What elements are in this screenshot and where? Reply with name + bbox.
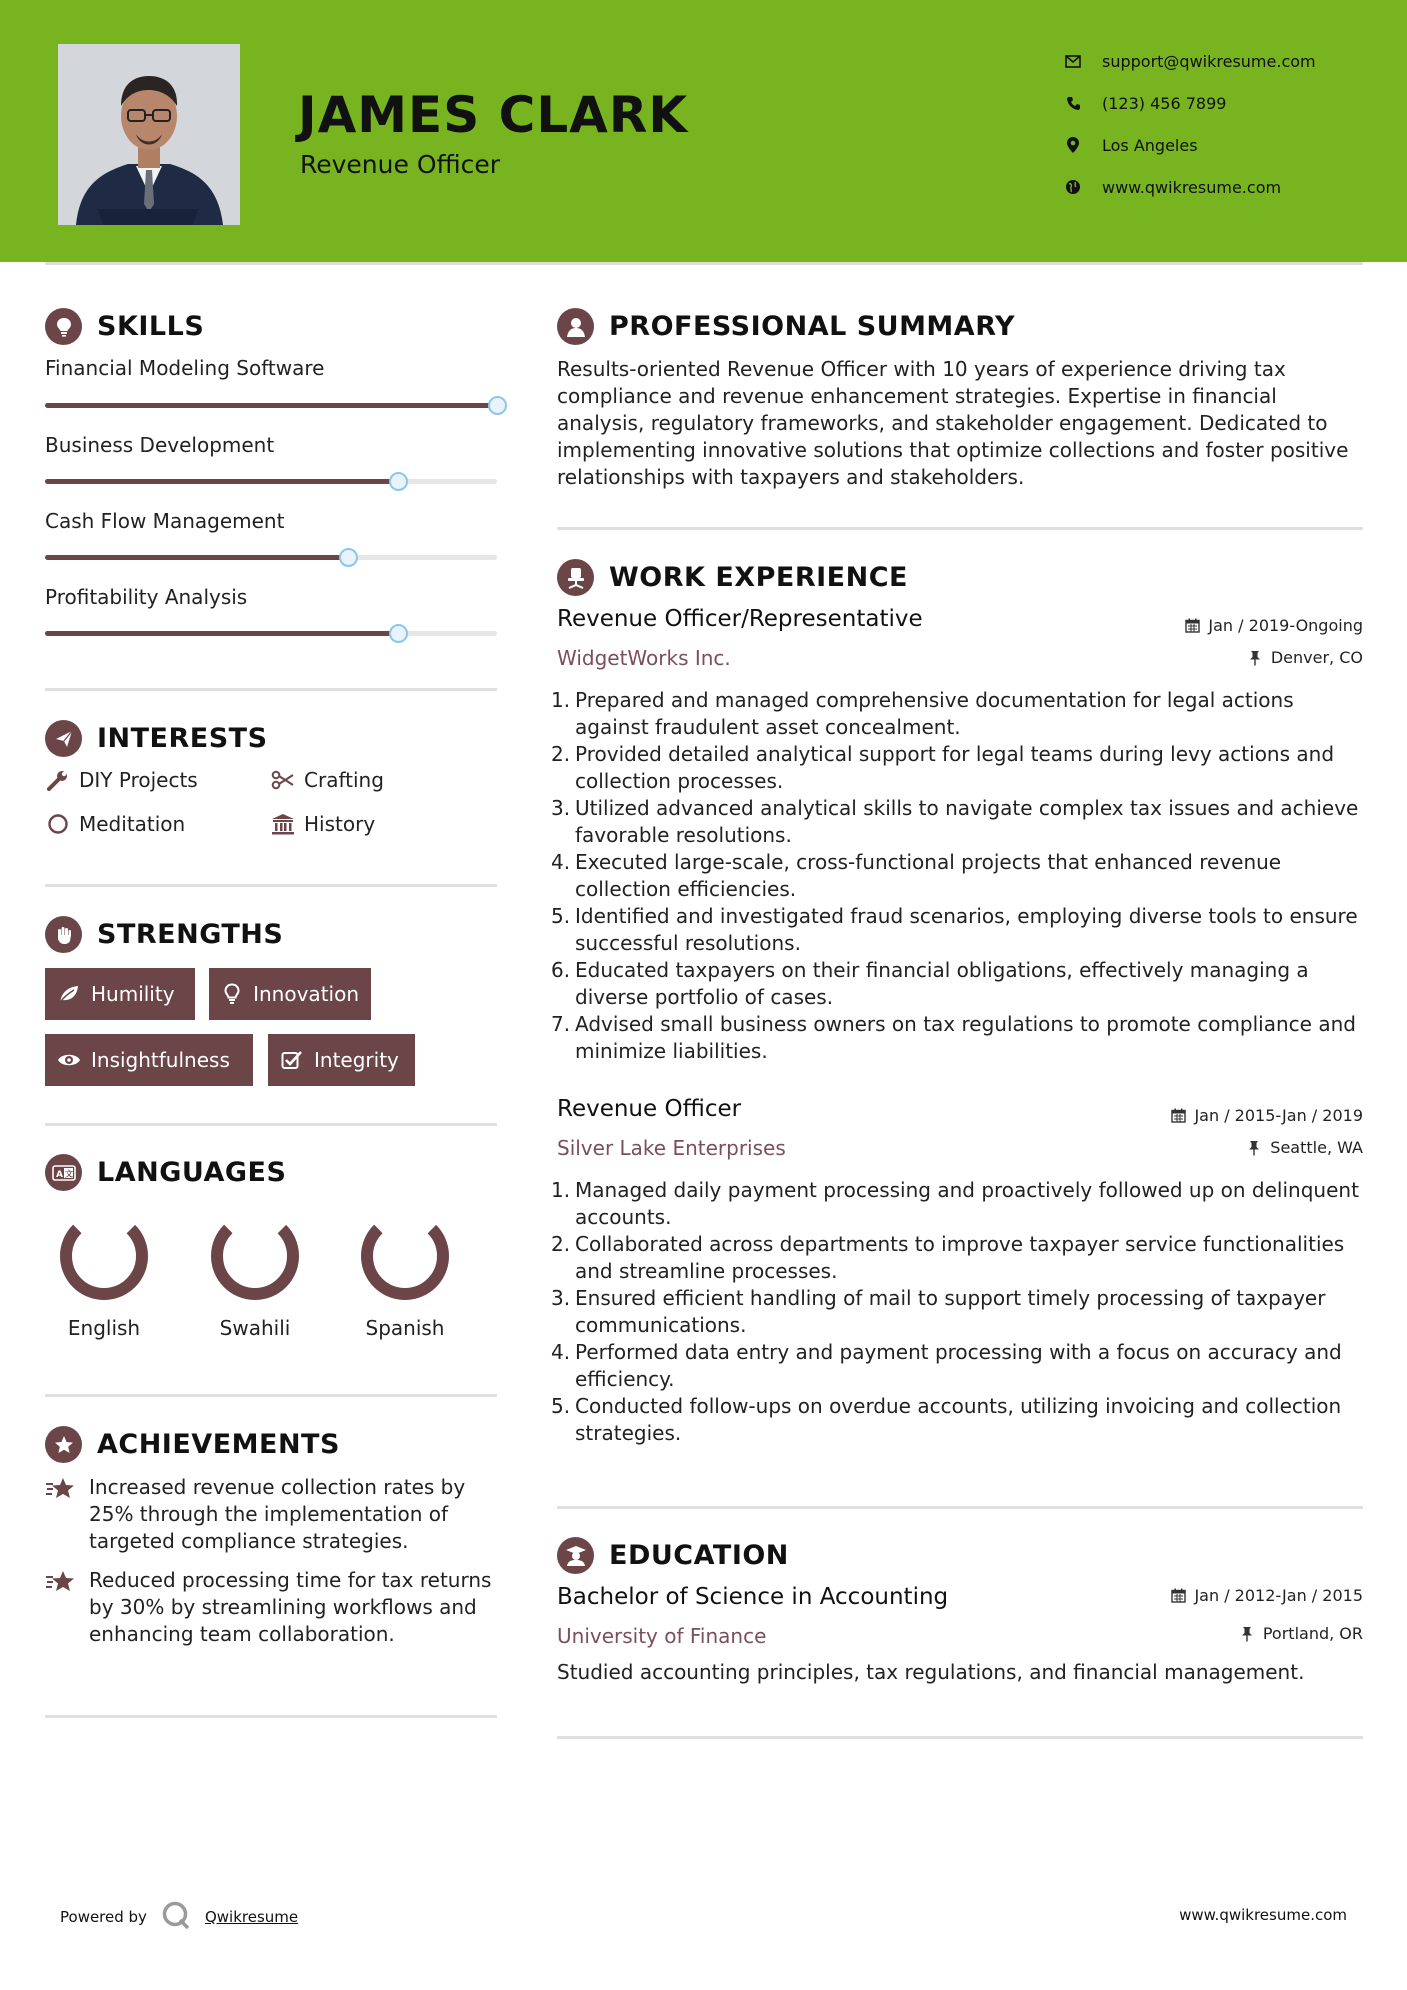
list-item: 4. Executed large-scale, cross-functional projects that enhanced revenue collection efficiencies. (551, 850, 1282, 901)
education-location-text: Portland, OR (1262, 1624, 1363, 1643)
skill-bar-fill (45, 403, 497, 408)
achievement-text: Reduced processing time for tax returns by 30% by streamlining workflows and enhancing team collaboration. (89, 1568, 492, 1646)
strength-label: Innovation (253, 982, 359, 1006)
summary-text: Results-oriented Revenue Officer with 10 years of experience driving tax compliance and revenue enhancement strategies. Expertise in financial analysis, regulatory frameworks, and stakeholder engagement. Dedicated to implementing innovative solutions that optimize collections and foster positive relationships with taxpayers and stakeholders. (557, 357, 1349, 489)
user-icon (557, 308, 594, 345)
language-item (350, 1208, 460, 1340)
language-item (49, 1208, 159, 1340)
contact-email[interactable] (1064, 40, 1316, 82)
list-item-text: Utilized advanced analytical skills to navigate complex tax issues and achieve favorable resolutions. (575, 796, 1359, 847)
skill-bar (45, 479, 497, 484)
job-dates-text: Jan / 2019-Ongoing (1208, 616, 1363, 635)
pushpin-icon (1239, 1626, 1255, 1642)
section-divider (557, 1736, 1363, 1739)
skill-label: Cash Flow Management (45, 509, 285, 533)
job-title: Revenue Officer (557, 1096, 742, 1122)
experience-title: WORK EXPERIENCE (609, 562, 908, 593)
education-description: Studied accounting principles, tax regulations, and financial management. (557, 1660, 1305, 1684)
skill-bar-fill (45, 479, 398, 484)
contact-phone[interactable] (1064, 82, 1316, 124)
languages-heading (45, 1154, 286, 1191)
skill-bar-handle (488, 396, 507, 415)
qwikresume-logo-icon (161, 1900, 191, 1934)
qwikresume-link[interactable]: Qwikresume (204, 1908, 299, 1926)
lightbulb-icon (221, 982, 243, 1006)
list-item: 6. Educated taxpayers on their financial obligations, effectively managing a diverse portfolio of cases. (551, 958, 1309, 1009)
summary-title: PROFESSIONAL SUMMARY (609, 311, 1016, 342)
svg-text:A: A (55, 1169, 63, 1180)
language-icon (45, 1154, 82, 1191)
education-dates-text: Jan / 2012-Jan / 2015 (1194, 1586, 1363, 1605)
skill-item (45, 433, 497, 457)
skill-bar-handle (339, 548, 358, 567)
job-dates (1184, 616, 1363, 635)
strengths-title: STRENGTHS (97, 919, 284, 950)
contact-website-text: www.qwikresume.com (1102, 177, 1282, 197)
interests-title: INTERESTS (97, 723, 268, 754)
list-item-text: Managed daily payment processing and proactively followed up on delinquent accounts. (575, 1178, 1359, 1229)
pushpin-icon (1247, 650, 1263, 666)
interest-label: Crafting (304, 768, 384, 792)
section-divider (45, 1394, 497, 1397)
contact-email-text: support@qwikresume.com (1102, 51, 1316, 71)
language-gauge (56, 1208, 152, 1304)
footer-website[interactable]: www.qwikresume.com (1179, 1906, 1347, 1924)
job-responsibilities (551, 1177, 1367, 1447)
skill-label: Profitability Analysis (45, 585, 248, 609)
list-item-text: Conducted follow-ups on overdue accounts, utilizing invoicing and collection strategies. (575, 1394, 1342, 1445)
job-dates-text: Jan / 2015-Jan / 2019 (1194, 1106, 1363, 1125)
list-item-text: Identified and investigated fraud scenarios, employing diverse tools to ensure successful resolutions. (575, 904, 1358, 955)
eye-icon (57, 1048, 81, 1072)
interests-heading (45, 720, 268, 757)
map-pin-icon (1064, 136, 1082, 154)
section-divider (45, 1123, 497, 1126)
language-gauge (207, 1208, 303, 1304)
circle-icon (45, 811, 71, 837)
job-location-text: Seattle, WA (1270, 1138, 1363, 1157)
interest-item (270, 767, 384, 793)
globe-icon (1064, 178, 1082, 196)
job-responsibilities (551, 687, 1367, 1065)
experience-heading (557, 559, 908, 596)
phone-icon (1064, 94, 1082, 112)
strength-label: Humility (91, 982, 175, 1006)
scissors-icon (270, 767, 296, 793)
language-label: English (67, 1316, 141, 1340)
contact-location (1064, 124, 1316, 166)
pushpin-icon (1246, 1140, 1262, 1156)
job-company: Silver Lake Enterprises (557, 1136, 786, 1160)
skill-bar-fill (45, 631, 398, 636)
calendar-icon (1170, 1108, 1186, 1124)
list-item-text: Advised small business owners on tax regulations to promote compliance and minimize liabilities. (575, 1012, 1356, 1063)
language-label: Swahili (219, 1316, 291, 1340)
job-location-text: Denver, CO (1270, 648, 1363, 667)
section-divider (45, 688, 497, 691)
job-location (1246, 1138, 1363, 1157)
list-item: 7. Advised small business owners on tax regulations to promote compliance and minimize liabilities. (551, 1012, 1356, 1063)
paper-plane-icon (45, 720, 82, 757)
contact-list (1064, 40, 1316, 208)
achievements-heading (45, 1426, 340, 1463)
skills-title: SKILLS (97, 311, 205, 342)
museum-icon (270, 811, 296, 837)
section-divider (557, 527, 1363, 530)
list-item: 1. Managed daily payment processing and proactively followed up on delinquent accounts. (551, 1178, 1359, 1229)
achievement-text: Increased revenue collection rates by 25% through the implementation of targeted compliance strategies. (89, 1475, 466, 1553)
svg-text:文: 文 (64, 1169, 73, 1178)
wrench-icon (45, 767, 71, 793)
section-divider (557, 1506, 1363, 1509)
list-item-text: Provided detailed analytical support for legal teams during levy actions and collection processes. (575, 742, 1335, 793)
interest-item (45, 767, 198, 793)
star-icon (45, 1567, 79, 1648)
skill-label: Business Development (45, 433, 275, 457)
leaf-icon (57, 982, 81, 1006)
job-dates (1170, 1106, 1363, 1125)
list-item-text: Executed large-scale, cross-functional projects that enhanced revenue collection efficiencies. (575, 850, 1282, 901)
skills-heading (45, 308, 204, 345)
candidate-role: Revenue Officer (300, 150, 501, 179)
skill-bar (45, 631, 497, 636)
list-item-text: Ensured efficient handling of mail to support timely processing of taxpayer communications. (575, 1286, 1326, 1337)
list-item: 5. Identified and investigated fraud scenarios, employing diverse tools to ensure successful resolutions. (551, 904, 1358, 955)
list-item-text: Prepared and managed comprehensive documentation for legal actions against fraudulent asset concealment. (575, 688, 1294, 739)
profile-photo (58, 44, 240, 225)
skill-bar (45, 555, 497, 560)
skill-label: Financial Modeling Software (45, 356, 325, 380)
interest-label: Meditation (79, 812, 186, 836)
office-chair-icon (557, 559, 594, 596)
lightbulb-icon (45, 308, 82, 345)
fist-icon (45, 916, 82, 953)
interest-item (270, 811, 375, 837)
skill-bar-fill (45, 555, 348, 560)
header-divider (45, 262, 1363, 265)
strength-label: Integrity (314, 1048, 399, 1072)
education-heading (557, 1537, 789, 1574)
list-item: 1. Prepared and managed comprehensive documentation for legal actions against fraudulent asset concealment. (551, 688, 1294, 739)
achievement-item (45, 1567, 497, 1648)
section-divider (45, 1715, 497, 1718)
skill-bar-handle (389, 472, 408, 491)
languages-title: LANGUAGES (97, 1157, 287, 1188)
strength-label: Insightfulness (91, 1048, 230, 1072)
contact-phone-text: (123) 456 7899 (1102, 93, 1227, 113)
education-dates (1170, 1586, 1363, 1605)
job-company: WidgetWorks Inc. (557, 646, 731, 670)
interest-item (45, 811, 185, 837)
header-banner (0, 0, 1407, 262)
skill-item (45, 356, 497, 380)
language-item (200, 1208, 310, 1340)
envelope-icon (1064, 52, 1082, 70)
skill-item (45, 509, 497, 533)
school-name: University of Finance (557, 1624, 767, 1648)
graduate-icon (557, 1537, 594, 1574)
achievements-title: ACHIEVEMENTS (97, 1429, 340, 1460)
list-item: 5. Conducted follow-ups on overdue accounts, utilizing invoicing and collection strategies. (551, 1394, 1342, 1445)
check-square-icon (280, 1048, 304, 1072)
powered-by-text: Powered by (60, 1908, 147, 1926)
list-item-text: Educated taxpayers on their financial obligations, effectively managing a diverse portfolio of cases. (575, 958, 1309, 1009)
education-title: EDUCATION (609, 1540, 789, 1571)
candidate-name: JAMES CLARK (298, 86, 689, 144)
star-icon (45, 1474, 79, 1555)
footer-powered-by (60, 1900, 298, 1934)
job-title: Revenue Officer/Representative (557, 606, 923, 632)
star-badge-icon (45, 1426, 82, 1463)
calendar-icon (1184, 618, 1200, 634)
degree-title: Bachelor of Science in Accounting (557, 1584, 949, 1610)
contact-location-text: Los Angeles (1102, 135, 1198, 155)
strength-tag (268, 1034, 415, 1086)
list-item: 2. Provided detailed analytical support for legal teams during levy actions and collection processes. (551, 742, 1335, 793)
list-item: 4. Performed data entry and payment processing with a focus on accuracy and efficiency. (551, 1340, 1342, 1391)
contact-website[interactable] (1064, 166, 1316, 208)
skill-bar (45, 403, 497, 408)
section-divider (45, 884, 497, 887)
language-label: Spanish (365, 1316, 445, 1340)
list-item-text: Performed data entry and payment processing with a focus on accuracy and efficiency. (575, 1340, 1342, 1391)
interest-label: History (304, 812, 376, 836)
job-location (1247, 648, 1363, 667)
skill-bar-handle (389, 624, 408, 643)
summary-heading (557, 308, 1015, 345)
achievement-item (45, 1474, 497, 1555)
strength-tag (45, 1034, 253, 1086)
strength-tag (209, 968, 371, 1020)
list-item: 3. Utilized advanced analytical skills to navigate complex tax issues and achieve favorable resolutions. (551, 796, 1359, 847)
strength-tag (45, 968, 195, 1020)
strengths-heading (45, 916, 283, 953)
interest-label: DIY Projects (79, 768, 198, 792)
language-gauge (357, 1208, 453, 1304)
calendar-icon (1170, 1588, 1186, 1604)
education-location (1239, 1624, 1363, 1643)
list-item-text: Collaborated across departments to improve taxpayer service functionalities and streamline processes. (575, 1232, 1345, 1283)
skill-item (45, 585, 497, 609)
list-item: 2. Collaborated across departments to improve taxpayer service functionalities and streamline processes. (551, 1232, 1345, 1283)
list-item: 3. Ensured efficient handling of mail to support timely processing of taxpayer communications. (551, 1286, 1326, 1337)
